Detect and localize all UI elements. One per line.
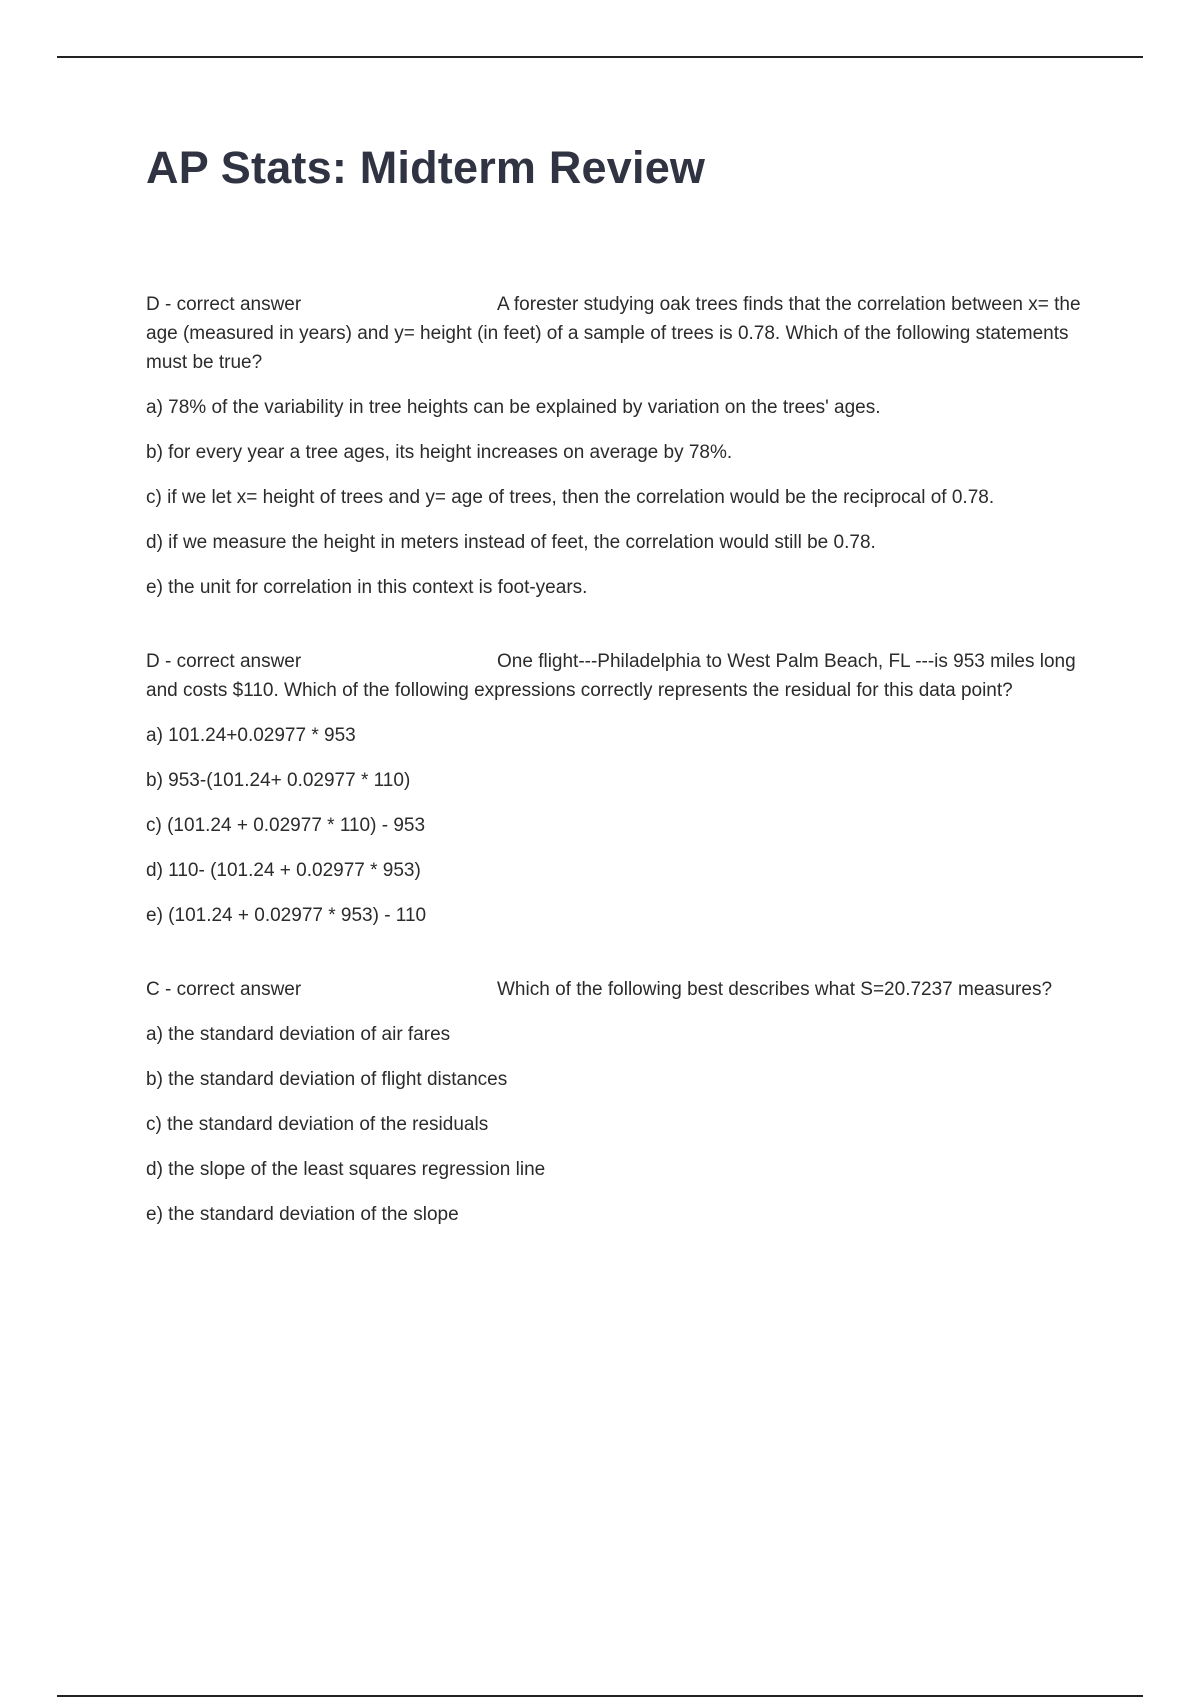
answer-option: a) 101.24+0.02977 * 953 xyxy=(146,725,356,746)
correct-answer-label: D - correct answer xyxy=(146,294,302,315)
question-header xyxy=(146,647,1094,705)
document-title: AP Stats: Midterm Review xyxy=(146,142,706,193)
document-body xyxy=(146,290,1094,1229)
answer-option: e) the standard deviation of the slope xyxy=(146,1204,459,1225)
answer-option: b) the standard deviation of flight distances xyxy=(146,1069,508,1090)
answer-option: c) (101.24 + 0.02977 * 110) - 953 xyxy=(146,815,426,836)
answer-option: b) 953-(101.24+ 0.02977 * 110) xyxy=(146,770,411,791)
answer-option: e) the unit for correlation in this context is foot-years. xyxy=(146,577,588,598)
answer-option: c) if we let x= height of trees and y= age of trees, then the correlation would be the reciprocal of 0.78. xyxy=(146,487,995,508)
correct-answer-label: C - correct answer xyxy=(146,979,302,1000)
answer-option: e) (101.24 + 0.02977 * 953) - 110 xyxy=(146,905,427,926)
question-block xyxy=(146,647,1094,930)
question-header xyxy=(146,290,1094,377)
top-rule xyxy=(57,56,1143,58)
question-prompt: One flight---Philadelphia to West Palm Beach, FL ---is 953 miles long and costs $110. Which of the following expressions correctly represents the residual for this data point? xyxy=(146,651,1076,701)
answer-option: d) the slope of the least squares regression line xyxy=(146,1159,546,1180)
answer-option: a) the standard deviation of air fares xyxy=(146,1024,451,1045)
question-header xyxy=(146,975,1094,1004)
answer-option: c) the standard deviation of the residuals xyxy=(146,1114,489,1135)
answer-option: b) for every year a tree ages, its height increases on average by 78%. xyxy=(146,442,733,463)
question-block xyxy=(146,975,1094,1229)
question-block xyxy=(146,290,1094,602)
answer-option: d) 110- (101.24 + 0.02977 * 953) xyxy=(146,860,421,881)
bottom-rule xyxy=(57,1695,1143,1697)
question-prompt: A forester studying oak trees finds that the correlation between x= the age (measured in years) and y= height (in feet) of a sample of trees is 0.78. Which of the following statements must be true? xyxy=(146,294,1081,373)
answer-option: d) if we measure the height in meters instead of feet, the correlation would still be 0.78. xyxy=(146,532,876,553)
question-prompt: Which of the following best describes what S=20.7237 measures? xyxy=(497,979,1053,1000)
answer-option: a) 78% of the variability in tree heights can be explained by variation on the trees' ages. xyxy=(146,397,881,418)
correct-answer-label: D - correct answer xyxy=(146,651,302,672)
